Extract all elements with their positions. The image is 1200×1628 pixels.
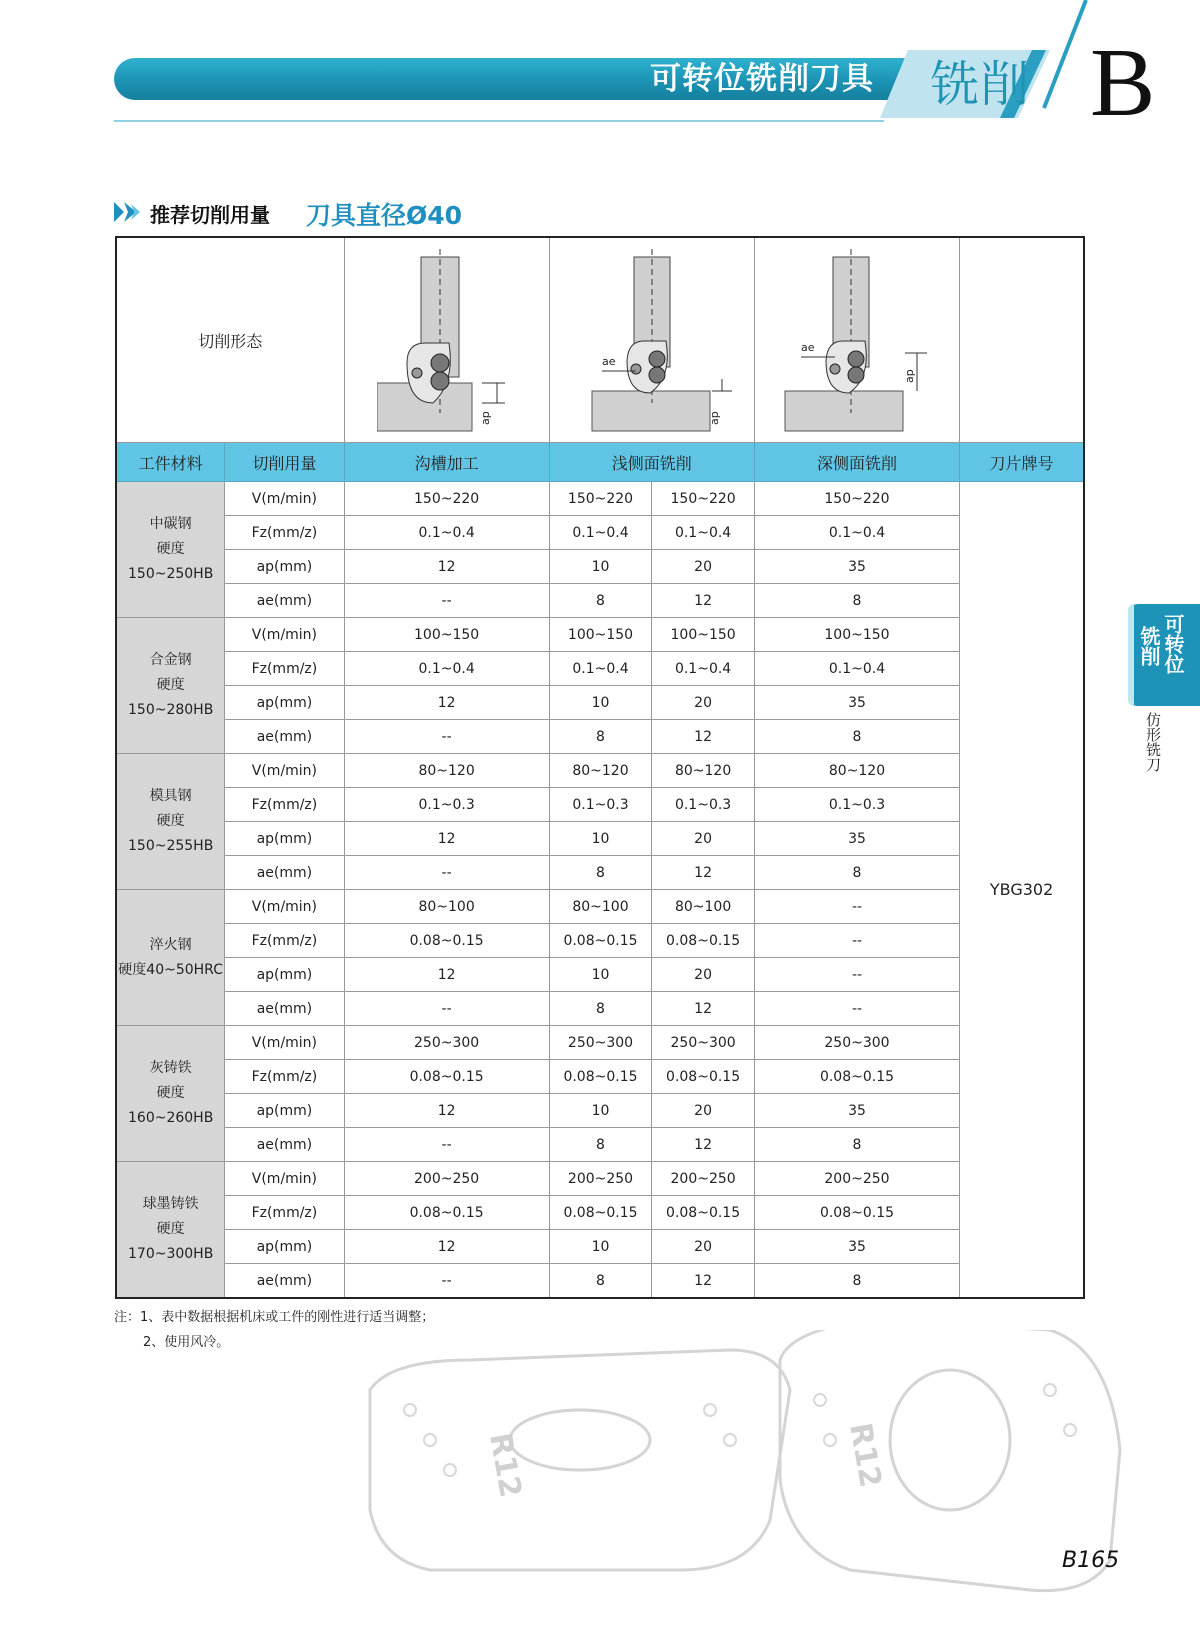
cutting-form-label: 切削形态	[116, 237, 344, 443]
shallow-value-a: 8	[549, 856, 652, 890]
table-row	[116, 516, 1084, 550]
slot-value: --	[344, 1264, 549, 1299]
side-tab-subtitle: 仿形铣刀	[1144, 712, 1162, 772]
slot-value: 200~250	[344, 1162, 549, 1196]
shallow-side-illustration	[572, 243, 732, 433]
table-row	[116, 924, 1084, 958]
deep-value: 0.08~0.15	[754, 1060, 959, 1094]
shallow-value-b: 0.1~0.4	[652, 652, 755, 686]
shallow-value-a: 0.1~0.3	[549, 788, 652, 822]
shallow-value-b: 250~300	[652, 1026, 755, 1060]
table-row	[116, 788, 1084, 822]
material-line: 硬度	[156, 677, 185, 693]
section-letter: B	[1090, 29, 1156, 137]
table-row	[116, 992, 1084, 1026]
col-header-material: 工件材料	[116, 443, 225, 482]
col-header-shallow-side: 浅侧面铣削	[549, 443, 754, 482]
deep-value: 8	[754, 584, 959, 618]
shallow-value-a: 10	[549, 550, 652, 584]
shallow-value-a: 250~300	[549, 1026, 652, 1060]
slot-value: 80~120	[344, 754, 549, 788]
material-line: 淬火钢	[149, 936, 192, 953]
slot-milling-illustration	[377, 243, 517, 433]
material-line: 灰铸铁	[149, 1060, 192, 1076]
material-line: 160~260HB	[128, 1110, 214, 1126]
table-row	[116, 822, 1084, 856]
col-header-slot: 沟槽加工	[344, 443, 549, 482]
shallow-value-a: 150~220	[549, 482, 652, 516]
material-cell	[116, 890, 225, 1026]
side-tab-line2: 铣削	[1137, 626, 1161, 666]
parameter-cell: V(m/min)	[225, 1026, 344, 1060]
parameter-cell: ae(mm)	[225, 584, 344, 618]
table-row	[116, 1162, 1084, 1196]
ap-label: ap	[707, 411, 721, 425]
slot-value: 0.1~0.4	[344, 652, 549, 686]
table-body	[116, 482, 1084, 1299]
shallow-value-a: 8	[549, 992, 652, 1026]
slot-value: 12	[344, 686, 549, 720]
shallow-value-b: 0.1~0.3	[652, 788, 755, 822]
shallow-value-b: 20	[652, 550, 755, 584]
header-title: 可转位铣削刀具	[650, 61, 874, 97]
parameter-cell: Fz(mm/z)	[225, 1196, 344, 1230]
parameter-cell: V(m/min)	[225, 754, 344, 788]
shallow-value-b: 12	[652, 720, 755, 754]
parameter-cell: ae(mm)	[225, 856, 344, 890]
parameter-cell: Fz(mm/z)	[225, 516, 344, 550]
shallow-value-b: 12	[652, 1264, 755, 1299]
table-row	[116, 1128, 1084, 1162]
material-cell	[116, 1162, 225, 1299]
double-chevron-icon	[114, 202, 144, 222]
deep-side-illustration	[777, 243, 937, 433]
table-row	[116, 482, 1084, 516]
parameter-cell: V(m/min)	[225, 890, 344, 924]
material-line: 硬度40~50HRC	[118, 961, 223, 978]
parameter-cell: ae(mm)	[225, 1128, 344, 1162]
slot-value: 0.08~0.15	[344, 1196, 549, 1230]
material-line: 150~255HB	[128, 838, 214, 854]
table-row	[116, 1264, 1084, 1299]
shallow-value-a: 10	[549, 822, 652, 856]
deep-value: 0.08~0.15	[754, 1196, 959, 1230]
shallow-value-b: 20	[652, 822, 755, 856]
table-row	[116, 890, 1084, 924]
shallow-value-b: 100~150	[652, 618, 755, 652]
shallow-value-b: 20	[652, 1230, 755, 1264]
slot-value: 12	[344, 550, 549, 584]
deep-value: 150~220	[754, 482, 959, 516]
deep-value: --	[754, 992, 959, 1026]
material-cell	[116, 1026, 225, 1162]
material-cell	[116, 482, 225, 618]
shallow-value-a: 0.1~0.4	[549, 652, 652, 686]
deep-value: 0.1~0.4	[754, 652, 959, 686]
shallow-value-a: 0.08~0.15	[549, 924, 652, 958]
shallow-value-a: 80~100	[549, 890, 652, 924]
deep-value: 35	[754, 1230, 959, 1264]
deep-value: --	[754, 890, 959, 924]
slot-value: --	[344, 1128, 549, 1162]
tool-diameter: 刀具直径Ø40	[306, 201, 463, 230]
deep-value: 200~250	[754, 1162, 959, 1196]
parameter-cell: V(m/min)	[225, 618, 344, 652]
parameter-cell: ae(mm)	[225, 992, 344, 1026]
table-row	[116, 754, 1084, 788]
shallow-value-b: 12	[652, 992, 755, 1026]
slot-value: 100~150	[344, 618, 549, 652]
material-line: 硬度	[156, 813, 185, 829]
table-row	[116, 584, 1084, 618]
material-line: 合金钢	[149, 652, 192, 668]
material-line: 模具钢	[149, 788, 192, 804]
deep-value: 8	[754, 1128, 959, 1162]
parameter-cell: V(m/min)	[225, 482, 344, 516]
table-row	[116, 1094, 1084, 1128]
parameter-cell: Fz(mm/z)	[225, 788, 344, 822]
slot-value: 12	[344, 1094, 549, 1128]
shallow-value-a: 100~150	[549, 618, 652, 652]
deep-value: 0.1~0.4	[754, 516, 959, 550]
parameter-cell: V(m/min)	[225, 1162, 344, 1196]
shallow-value-a: 0.08~0.15	[549, 1196, 652, 1230]
slot-value: --	[344, 856, 549, 890]
parameter-cell: ae(mm)	[225, 720, 344, 754]
table-row	[116, 550, 1084, 584]
slot-value: --	[344, 584, 549, 618]
slot-value: --	[344, 992, 549, 1026]
material-cell	[116, 754, 225, 890]
note-1: 注：1、表中数据根据机床或工件的刚性进行适当调整；	[114, 1310, 435, 1325]
side-tab-line1: 可转位	[1161, 614, 1185, 674]
shallow-value-a: 10	[549, 1094, 652, 1128]
parameter-cell: Fz(mm/z)	[225, 652, 344, 686]
slot-value: 12	[344, 1230, 549, 1264]
col-header-parameter: 切削用量	[225, 443, 344, 482]
parameter-cell: Fz(mm/z)	[225, 924, 344, 958]
parameter-cell: ap(mm)	[225, 550, 344, 584]
deep-value: 100~150	[754, 618, 959, 652]
deep-value: 35	[754, 550, 959, 584]
header-subtitle: 铣削	[930, 56, 1031, 113]
slot-value: 0.08~0.15	[344, 924, 549, 958]
deep-value: 35	[754, 686, 959, 720]
parameter-cell: ap(mm)	[225, 958, 344, 992]
material-line: 硬度	[156, 1085, 185, 1101]
grade-image-cell	[960, 237, 1084, 443]
deep-value: --	[754, 924, 959, 958]
section-label: 推荐切削用量	[150, 203, 270, 227]
table-row	[116, 652, 1084, 686]
shallow-value-b: 0.08~0.15	[652, 924, 755, 958]
ap-label: ap	[478, 411, 492, 425]
slot-value: 80~100	[344, 890, 549, 924]
deep-value: 35	[754, 822, 959, 856]
shallow-value-b: 80~120	[652, 754, 755, 788]
table-row	[116, 1230, 1084, 1264]
parameter-cell: ap(mm)	[225, 1230, 344, 1264]
parameter-cell: Fz(mm/z)	[225, 1060, 344, 1094]
ae-label: ae	[601, 355, 616, 368]
slot-value: 0.1~0.4	[344, 516, 549, 550]
parameter-cell: ae(mm)	[225, 1264, 344, 1299]
insert-grade: YBG302	[960, 482, 1084, 1299]
table-row	[116, 856, 1084, 890]
shallow-value-a: 8	[549, 720, 652, 754]
deep-value: 8	[754, 1264, 959, 1299]
table-row	[116, 1060, 1084, 1094]
shallow-side-diagram	[549, 237, 754, 443]
parameter-cell: ap(mm)	[225, 822, 344, 856]
cutting-data-table	[115, 236, 1085, 1299]
ap-label: ap	[902, 369, 916, 383]
material-line: 球墨铸铁	[142, 1196, 199, 1212]
shallow-value-b: 20	[652, 1094, 755, 1128]
material-line: 150~250HB	[128, 566, 214, 582]
slot-value: 0.1~0.3	[344, 788, 549, 822]
material-line: 硬度	[156, 1221, 185, 1237]
shallow-value-a: 10	[549, 686, 652, 720]
shallow-value-b: 20	[652, 686, 755, 720]
slot-value: 12	[344, 822, 549, 856]
shallow-value-a: 10	[549, 1230, 652, 1264]
shallow-value-a: 8	[549, 584, 652, 618]
shallow-value-a: 8	[549, 1264, 652, 1299]
table-row	[116, 958, 1084, 992]
shallow-value-b: 0.08~0.15	[652, 1196, 755, 1230]
watermark-text: R12	[842, 1420, 888, 1491]
slot-value: 12	[344, 958, 549, 992]
note-2: 2、使用风冷。	[143, 1335, 230, 1350]
table-row	[116, 1196, 1084, 1230]
table-row	[116, 618, 1084, 652]
deep-value: 35	[754, 1094, 959, 1128]
page-number: B165	[1062, 1548, 1120, 1573]
shallow-value-a: 0.1~0.4	[549, 516, 652, 550]
shallow-value-b: 150~220	[652, 482, 755, 516]
table-row	[116, 686, 1084, 720]
table-row	[116, 1026, 1084, 1060]
deep-value: 8	[754, 856, 959, 890]
material-line: 中碳钢	[149, 516, 192, 532]
shallow-value-b: 12	[652, 1128, 755, 1162]
parameter-cell: ap(mm)	[225, 686, 344, 720]
header-underline	[114, 120, 884, 122]
shallow-value-b: 0.08~0.15	[652, 1060, 755, 1094]
table-row	[116, 720, 1084, 754]
deep-value: 0.1~0.3	[754, 788, 959, 822]
slot-value: 250~300	[344, 1026, 549, 1060]
slot-milling-diagram	[344, 237, 549, 443]
deep-value: 250~300	[754, 1026, 959, 1060]
shallow-value-a: 80~120	[549, 754, 652, 788]
material-line: 170~300HB	[128, 1246, 214, 1262]
deep-side-diagram	[754, 237, 959, 443]
header-slash-decor	[1040, 0, 1090, 110]
shallow-value-b: 12	[652, 856, 755, 890]
slot-value: 150~220	[344, 482, 549, 516]
deep-value: --	[754, 958, 959, 992]
shallow-value-b: 80~100	[652, 890, 755, 924]
slot-value: 0.08~0.15	[344, 1060, 549, 1094]
watermark-text: R12	[482, 1430, 528, 1501]
material-line: 硬度	[156, 541, 185, 557]
ae-label: ae	[800, 341, 815, 354]
shallow-value-b: 200~250	[652, 1162, 755, 1196]
material-cell	[116, 618, 225, 754]
shallow-value-a: 10	[549, 958, 652, 992]
shallow-value-a: 0.08~0.15	[549, 1060, 652, 1094]
shallow-value-a: 8	[549, 1128, 652, 1162]
insert-watermark-image	[350, 1330, 1150, 1600]
deep-value: 80~120	[754, 754, 959, 788]
col-header-deep-side: 深侧面铣削	[754, 443, 959, 482]
shallow-value-b: 12	[652, 584, 755, 618]
side-tab-strip	[1128, 604, 1134, 706]
slot-value: --	[344, 720, 549, 754]
shallow-value-b: 20	[652, 958, 755, 992]
material-line: 150~280HB	[128, 702, 214, 718]
col-header-grade: 刀片牌号	[960, 443, 1084, 482]
shallow-value-b: 0.1~0.4	[652, 516, 755, 550]
deep-value: 8	[754, 720, 959, 754]
shallow-value-a: 200~250	[549, 1162, 652, 1196]
parameter-cell: ap(mm)	[225, 1094, 344, 1128]
